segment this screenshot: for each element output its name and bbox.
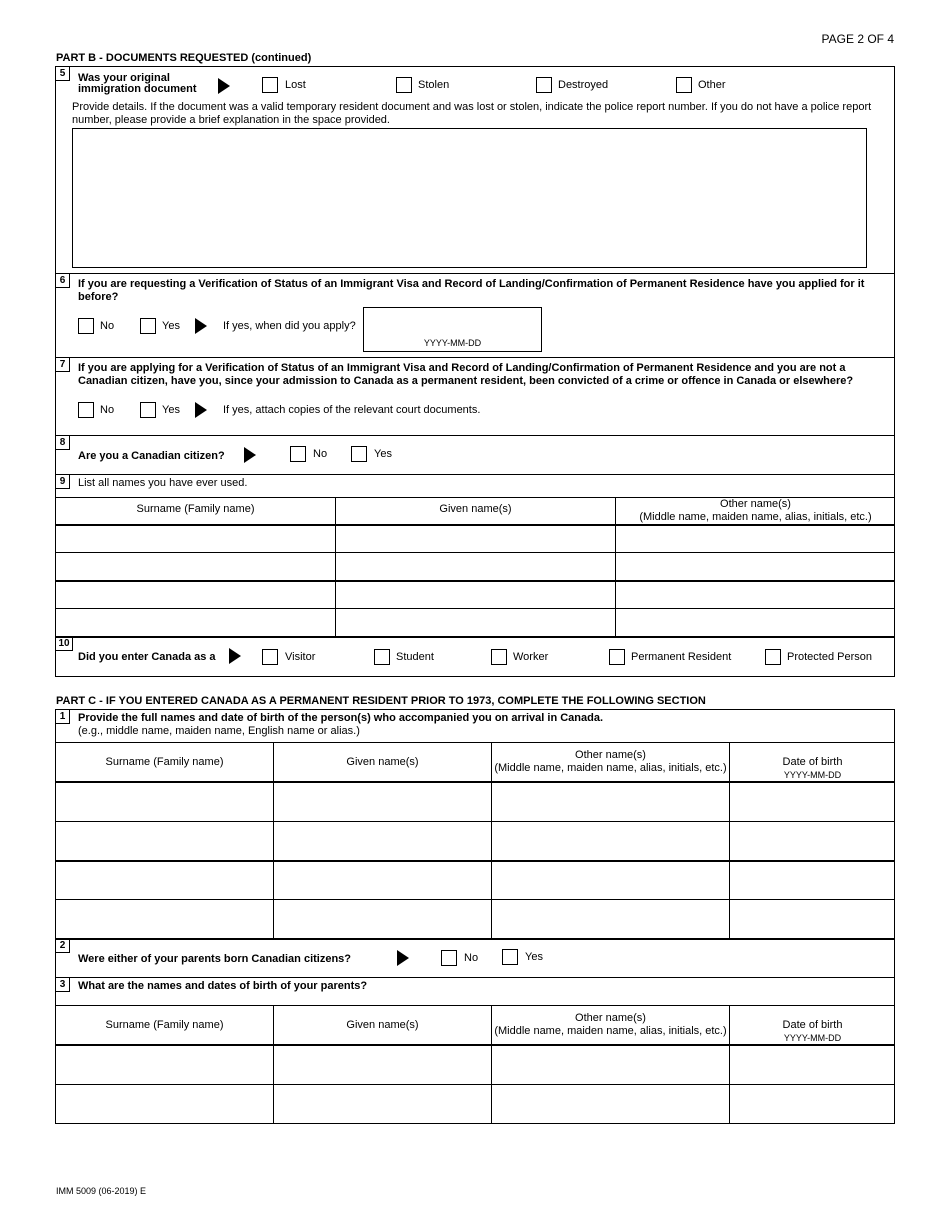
q9-row2-given-input[interactable]: [336, 554, 614, 579]
c-q1-row3-other-input[interactable]: [492, 862, 728, 898]
q8-number: 8: [56, 436, 70, 450]
c-q3-question: What are the names and dates of birth of your parents?: [78, 980, 368, 992]
page-number: PAGE 2 OF 4: [821, 32, 894, 46]
q7-question: If you are applying for a Verification of Status of an Immigrant Visa and Record of Landing/Confirmation of Permanent Residence and you are not a Canadian citizen, have you, since your admission to Canada as a permanent resident, been convicted of a crime or offence in Canada or elsewhere?: [78, 362, 854, 387]
c-q2-no-checkbox[interactable]: [441, 950, 457, 966]
q8-question: Are you a Canadian citizen?: [78, 450, 225, 462]
q8-yes-label: Yes: [374, 448, 392, 460]
q6-date-input[interactable]: [363, 307, 542, 352]
q9-question: List all names you have ever used.: [78, 477, 248, 489]
q5-lost-checkbox[interactable]: [262, 77, 278, 93]
q10-worker-checkbox[interactable]: [491, 649, 507, 665]
q5-other-checkbox[interactable]: [676, 77, 692, 93]
q6-yes-label: Yes: [162, 320, 180, 332]
c-q1-row1-given-input[interactable]: [274, 783, 490, 820]
date-format-hint: YYYY-MM-DD: [423, 338, 482, 348]
arrow-icon: [244, 447, 256, 463]
q10-student-label: Student: [396, 651, 434, 663]
q5-lost-label: Lost: [285, 79, 306, 91]
c-q1-row2-surname-input[interactable]: [56, 822, 272, 859]
arrow-icon: [195, 318, 207, 334]
c-q2-number: 2: [56, 939, 70, 953]
c-q1-row2-dob-input[interactable]: [730, 822, 894, 859]
c-q2-yes-label: Yes: [525, 951, 543, 963]
divider: [55, 742, 895, 743]
c-q3-row1-surname-input[interactable]: [56, 1046, 272, 1083]
c-q1-row3-surname-input[interactable]: [56, 862, 272, 898]
c-q3-row1-given-input[interactable]: [274, 1046, 490, 1083]
part-c-title: PART C - IF YOU ENTERED CANADA AS A PERMANENT RESIDENT PRIOR TO 1973, COMPLETE THE FOLLOWING SECTION: [56, 695, 706, 707]
q5-stolen-checkbox[interactable]: [396, 77, 412, 93]
q9-row4-given-input[interactable]: [336, 610, 614, 635]
q5-destroyed-label: Destroyed: [558, 79, 609, 91]
q5-details-text: Provide details. If the document was a valid temporary resident document and was lost or stolen, indicate the police report number. If you do not have a police report number, please provide a brief explanation in the space provided.: [72, 101, 872, 126]
c-q1-row4-dob-input[interactable]: [730, 900, 894, 937]
table-row: [55, 608, 895, 609]
c-q1-row4-given-input[interactable]: [274, 900, 490, 937]
q8-no-label: No: [313, 448, 328, 460]
q9-row3-given-input[interactable]: [336, 582, 614, 607]
c-q3-row2-dob-input[interactable]: [730, 1085, 894, 1122]
q9-row1-surname-input[interactable]: [56, 526, 334, 551]
q10-question: Did you enter Canada as a: [78, 651, 216, 663]
c-q1-row1-other-input[interactable]: [492, 783, 728, 820]
q9-row1-other-input[interactable]: [616, 526, 894, 551]
arrow-icon: [397, 950, 409, 966]
c-q1-row4-surname-input[interactable]: [56, 900, 272, 937]
arrow-icon: [229, 648, 241, 664]
c-q3-row1-other-input[interactable]: [492, 1046, 728, 1083]
q10-protected-person-checkbox[interactable]: [765, 649, 781, 665]
c-q1-col-surname: Surname (Family name): [105, 756, 224, 768]
q10-student-checkbox[interactable]: [374, 649, 390, 665]
q9-row4-other-input[interactable]: [616, 610, 894, 635]
q10-permanent-resident-label: Permanent Resident: [631, 651, 732, 663]
q9-row3-surname-input[interactable]: [56, 582, 334, 607]
c-q3-number: 3: [56, 978, 70, 992]
c-q1-col-other: Other name(s) (Middle name, maiden name, alias, initials, etc.): [494, 749, 727, 774]
c-q2-no-label: No: [464, 952, 479, 964]
q9-number: 9: [56, 475, 70, 489]
part-b-title: PART B - DOCUMENTS REQUESTED (continued): [56, 52, 312, 64]
q8-yes-checkbox[interactable]: [351, 446, 367, 462]
c-q2-yes-checkbox[interactable]: [502, 949, 518, 965]
c-q1-row1-surname-input[interactable]: [56, 783, 272, 820]
q5-destroyed-checkbox[interactable]: [536, 77, 552, 93]
q10-permanent-resident-checkbox[interactable]: [609, 649, 625, 665]
q5-question: Was your original immigration document: [78, 72, 197, 95]
q6-followup: If yes, when did you apply?: [223, 320, 356, 332]
q7-number: 7: [56, 358, 70, 372]
q5-details-textarea[interactable]: [72, 128, 867, 268]
q7-no-label: No: [100, 404, 115, 416]
q8-no-checkbox[interactable]: [290, 446, 306, 462]
q5-other-label: Other: [698, 79, 726, 91]
c-q1-row2-given-input[interactable]: [274, 822, 490, 859]
divider: [55, 357, 895, 358]
q9-row2-other-input[interactable]: [616, 554, 894, 579]
q10-visitor-checkbox[interactable]: [262, 649, 278, 665]
table-row: [55, 552, 895, 553]
q6-no-label: No: [100, 320, 115, 332]
q5-stolen-label: Stolen: [418, 79, 450, 91]
form-id: IMM 5009 (06-2019) E: [56, 1186, 147, 1196]
c-q1-example: (e.g., middle name, maiden name, English name or alias.): [78, 725, 360, 737]
q7-yes-checkbox[interactable]: [140, 402, 156, 418]
c-q3-row1-dob-input[interactable]: [730, 1046, 894, 1083]
q9-row1-given-input[interactable]: [336, 526, 614, 551]
arrow-icon: [195, 402, 207, 418]
c-q1-row2-other-input[interactable]: [492, 822, 728, 859]
c-q1-row3-given-input[interactable]: [274, 862, 490, 898]
q6-number: 6: [56, 274, 70, 288]
q9-row3-other-input[interactable]: [616, 582, 894, 607]
table-row: [55, 938, 895, 940]
divider: [55, 1005, 895, 1006]
divider: [55, 273, 895, 274]
c-q1-number: 1: [56, 710, 70, 724]
q9-row4-surname-input[interactable]: [56, 610, 334, 635]
q9-col-given: Given name(s): [439, 503, 512, 515]
q10-protected-person-label: Protected Person: [787, 651, 872, 663]
divider: [55, 435, 895, 436]
c-q1-col-dob: Date of birth YYYY-MM-DD: [782, 756, 843, 780]
q5-number: 5: [56, 67, 70, 81]
c-q1-col-given: Given name(s): [346, 756, 419, 768]
q6-question: If you are requesting a Verification of Status of an Immigrant Visa and Record of Landing/Confirmation of Permanent Residence have you applied for it before?: [78, 278, 865, 303]
q9-col-other: Other name(s) (Middle name, maiden name, alias, initials, etc.): [639, 498, 872, 523]
table-row: [55, 636, 895, 638]
c-q3-row2-given-input[interactable]: [274, 1085, 490, 1122]
c-q2-question: Were either of your parents born Canadian citizens?: [78, 953, 352, 965]
divider: [55, 977, 895, 978]
c-q1-row3-dob-input[interactable]: [730, 862, 894, 898]
q7-no-checkbox[interactable]: [78, 402, 94, 418]
q6-no-checkbox[interactable]: [78, 318, 94, 334]
c-q3-col-surname: Surname (Family name): [105, 1019, 224, 1031]
arrow-icon: [218, 78, 230, 94]
q7-yes-label: Yes: [162, 404, 180, 416]
c-q3-col-given: Given name(s): [346, 1019, 419, 1031]
q9-col-surname: Surname (Family name): [136, 503, 255, 515]
q10-number: 10: [56, 637, 73, 651]
divider: [55, 474, 895, 475]
c-q3-col-dob: Date of birth YYYY-MM-DD: [782, 1019, 843, 1043]
c-q3-row2-surname-input[interactable]: [56, 1085, 272, 1122]
c-q3-col-other: Other name(s) (Middle name, maiden name, alias, initials, etc.): [494, 1012, 727, 1037]
q9-row2-surname-input[interactable]: [56, 554, 334, 579]
c-q3-row2-other-input[interactable]: [492, 1085, 728, 1122]
q7-followup: If yes, attach copies of the relevant court documents.: [223, 404, 481, 416]
q10-visitor-label: Visitor: [285, 651, 316, 663]
q10-worker-label: Worker: [513, 651, 549, 663]
c-q1-row4-other-input[interactable]: [492, 900, 728, 937]
c-q1-row1-dob-input[interactable]: [730, 783, 894, 820]
q6-yes-checkbox[interactable]: [140, 318, 156, 334]
c-q1-question: Provide the full names and date of birth of the person(s) who accompanied you on arrival in Canada.: [78, 712, 604, 724]
